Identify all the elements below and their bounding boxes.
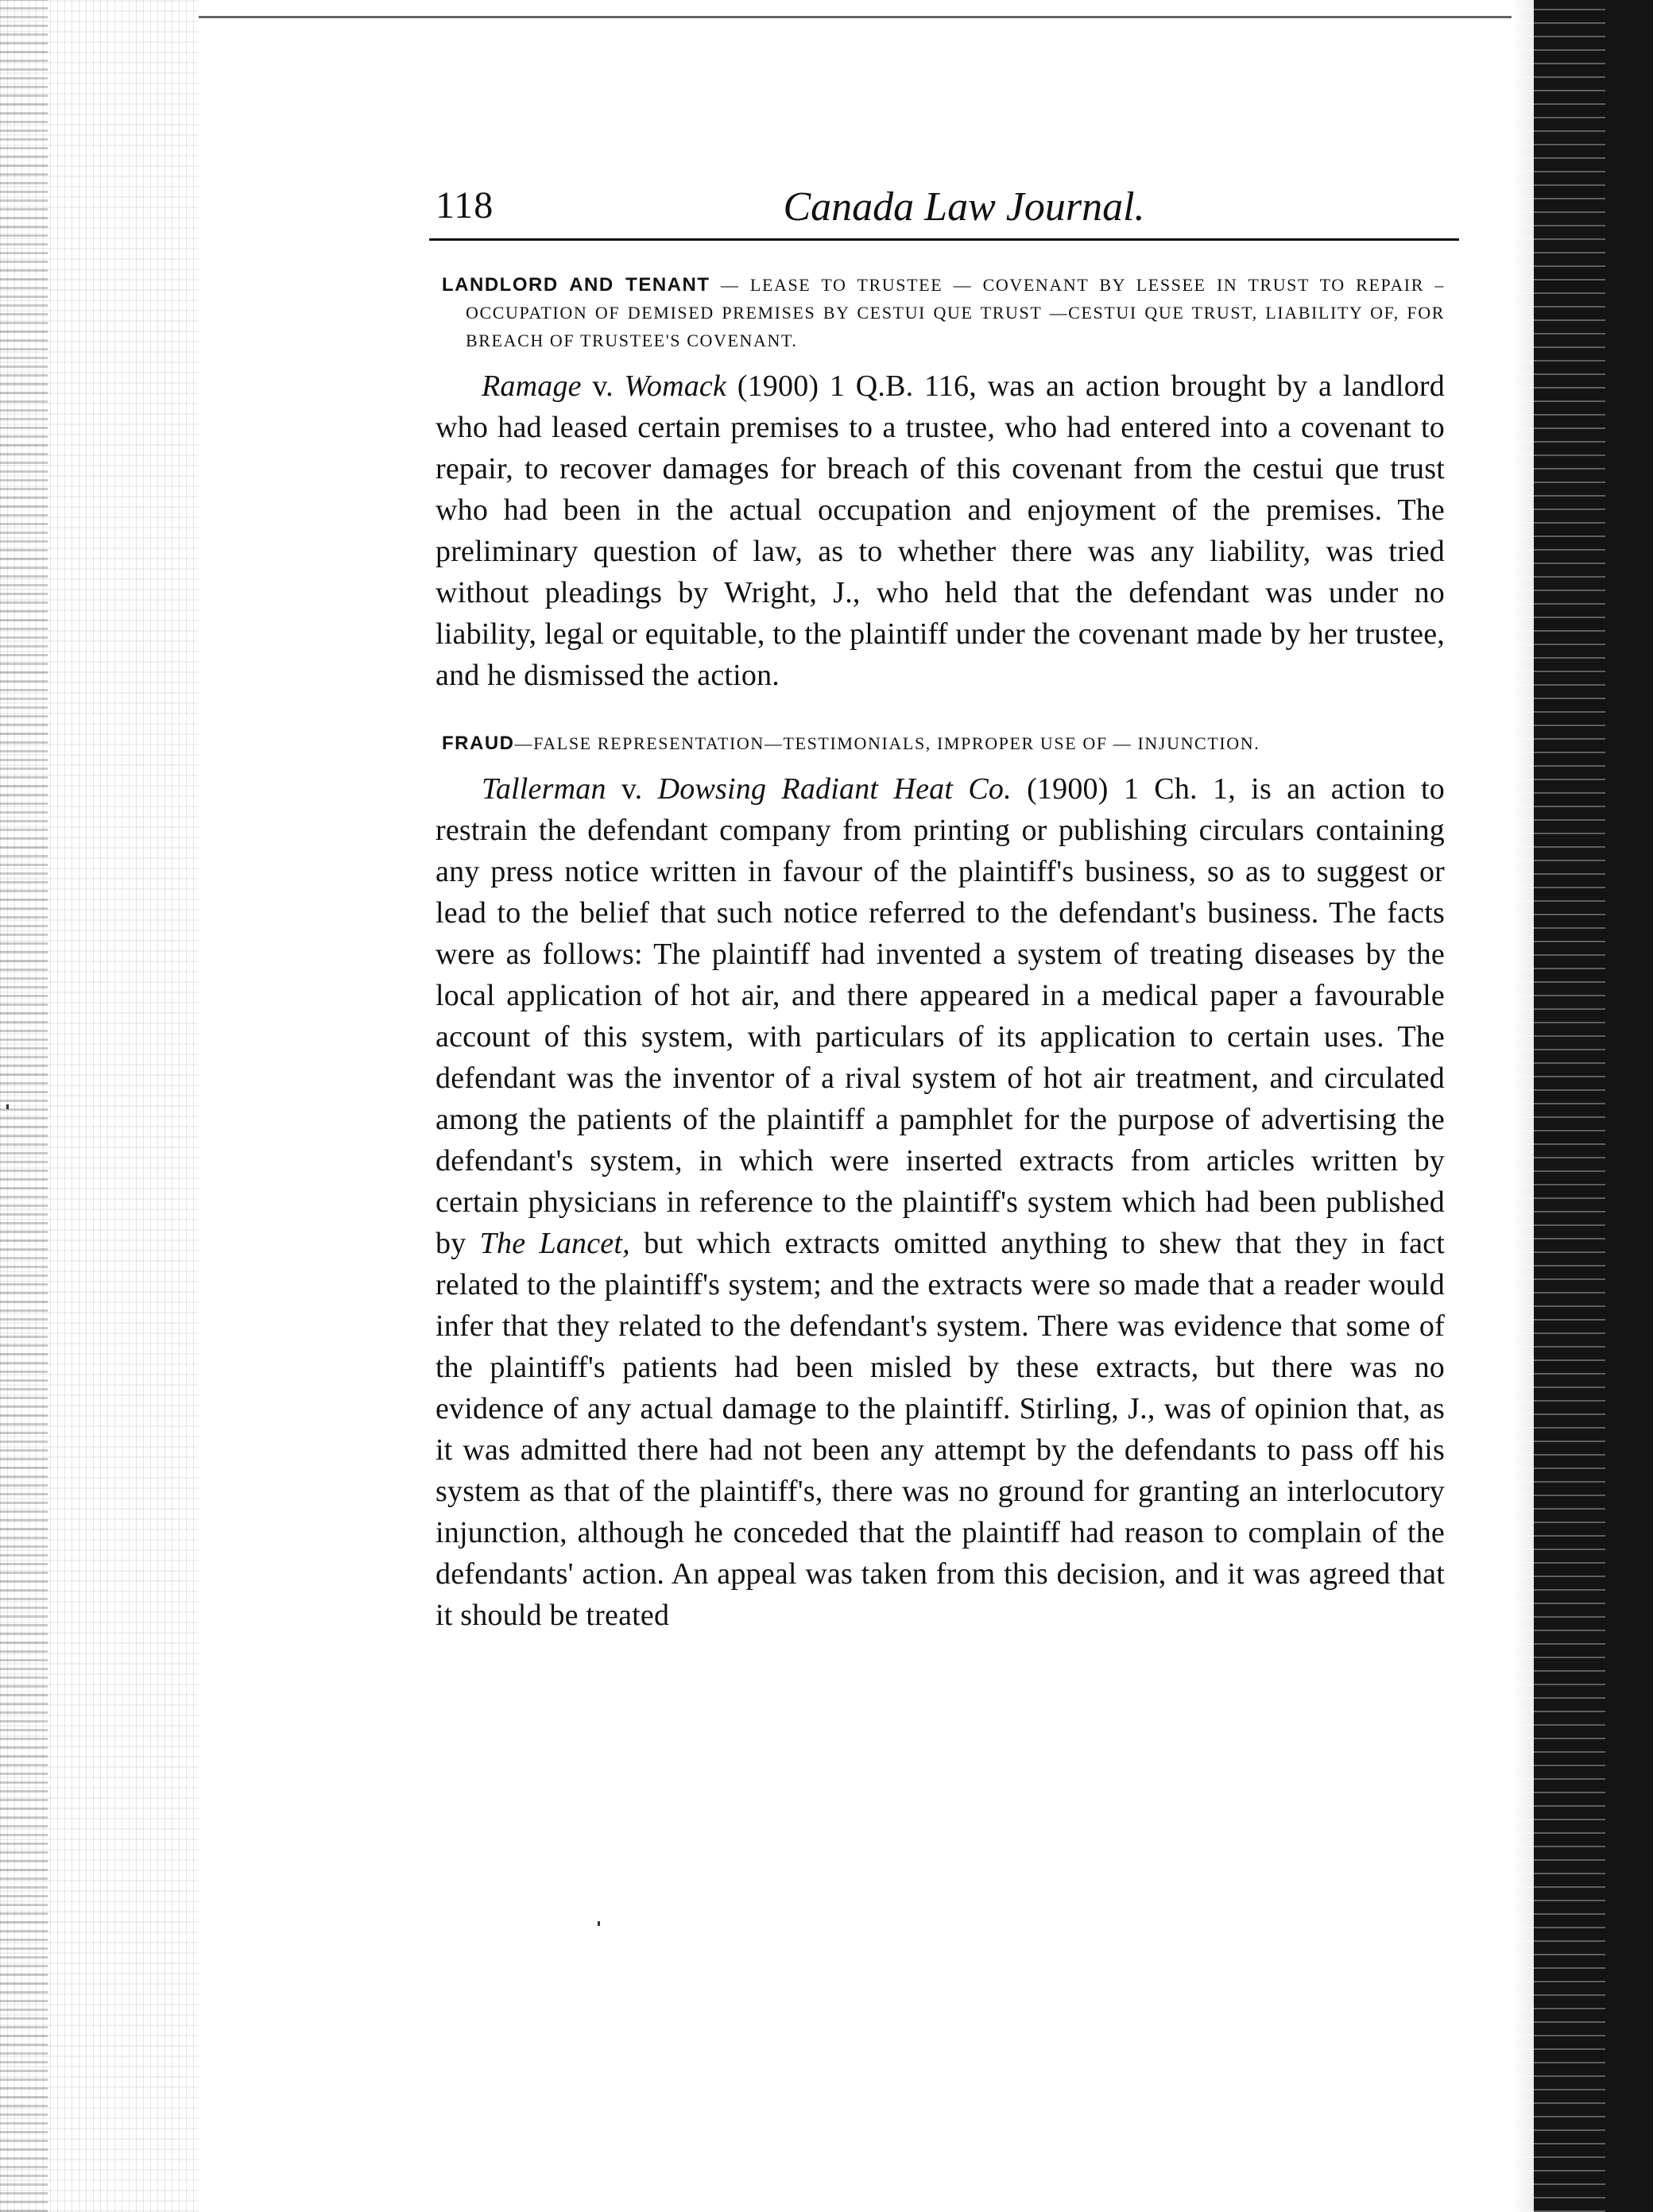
case-body-part-1: is an action to restrain the defendant company from printing or publishing circulars containing any press notice written in favour of the plaintiff's business, so as to suggest or lead to the belief that such notice referred to the defendant's business. The facts were as follows: The plaintiff had invented a system of treating diseases by the local application of hot air, and there appeared in a medical paper a favourable account of this system, with particulars of its application to certain uses. The defendant was the inventor of a rival system of hot air treatment, and circulated among the patients of the plaintiff a pamphlet for the purpose of advertising the defendant's system, in which were inserted extracts from articles written by certain physicians in reference to the plaintiff's system which had been published by xyxy=(436,772,1445,1260)
case-note-landlord-tenant xyxy=(436,271,1445,696)
case-party-a: Tallerman xyxy=(482,772,606,806)
case-party-a: Ramage xyxy=(482,369,582,403)
page-number: 118 xyxy=(436,184,494,226)
case-heading xyxy=(442,729,1445,757)
case-party-b: Womack xyxy=(624,369,727,403)
journal-title: Canada Law Journal. xyxy=(783,184,1145,230)
heading-subtopics: —FALSE REPRESENTATION—TESTIMONIALS, IMPROPER USE OF — INJUNCTION. xyxy=(514,733,1260,753)
case-heading xyxy=(442,271,1445,354)
case-body: was an action brought by a landlord who had leased certain premises to a trustee, who had entered into a covenant to repair, to recover damages for breach of this covenant from the cestui que trust who had been in the actual occupation and enjoyment of the premises. The preliminary question of law, as to whether there was any liability, was tried without pleadings by Wright, J., who held that the defendant was under no liability, legal or equitable, to the plaintiff under the covenant made by her trustee, and he dismissed the action. xyxy=(436,369,1445,692)
case-paragraph xyxy=(436,365,1445,696)
case-body-part-2: but which extracts omitted anything to shew that they in fact related to the plaintiff's system; and the extracts were so made that a reader would infer that they related to the defendant's system. There was evidence that some of the plaintiff's patients had been misled by these extracts, but there was no evidence of any actual damage to the plaintiff. Stirling, J., was of opinion that, as it was admitted there had not been any attempt by the defendants to pass off his system as that of the plaintiff's, there was no ground for granting an interlocutory injunction, although he conceded that the plaintiff had reason to complain of the defendants' action. An appeal was taken from this decision, and it was agreed that it should be treated xyxy=(436,1227,1446,1632)
case-versus: v. xyxy=(581,369,625,403)
scan-speck xyxy=(598,1921,600,1926)
publication-name: The Lancet, xyxy=(479,1227,630,1260)
case-party-b: Dowsing Radiant Heat Co. xyxy=(657,772,1012,806)
running-head xyxy=(436,179,1445,238)
scan-speck xyxy=(6,1104,9,1109)
heading-subtopics: — LEASE TO TRUSTEE — COVENANT BY LESSEE IN TRUST TO REPAIR – OCCUPATION OF DEMISED PREMISES BY CESTUI QUE TRUST —CESTUI QUE TRUST, LIABILITY OF, FOR BREACH OF TRUSTEE'S COVENANT. xyxy=(466,275,1445,350)
header-rule xyxy=(429,238,1459,241)
heading-topic: FRAUD xyxy=(442,733,515,754)
journal-page xyxy=(436,179,1445,1666)
scan-right-edge-noise xyxy=(1518,0,1605,2212)
case-versus: v. xyxy=(606,772,658,806)
case-citation: (1900) 1 Ch. 1, xyxy=(1011,772,1236,806)
case-paragraph xyxy=(436,768,1445,1636)
heading-topic: LANDLORD AND TENANT xyxy=(442,274,710,296)
scan-top-edge xyxy=(199,16,1534,18)
case-citation: (1900) 1 Q.B. 116, xyxy=(726,369,977,403)
case-note-fraud xyxy=(436,729,1445,1636)
